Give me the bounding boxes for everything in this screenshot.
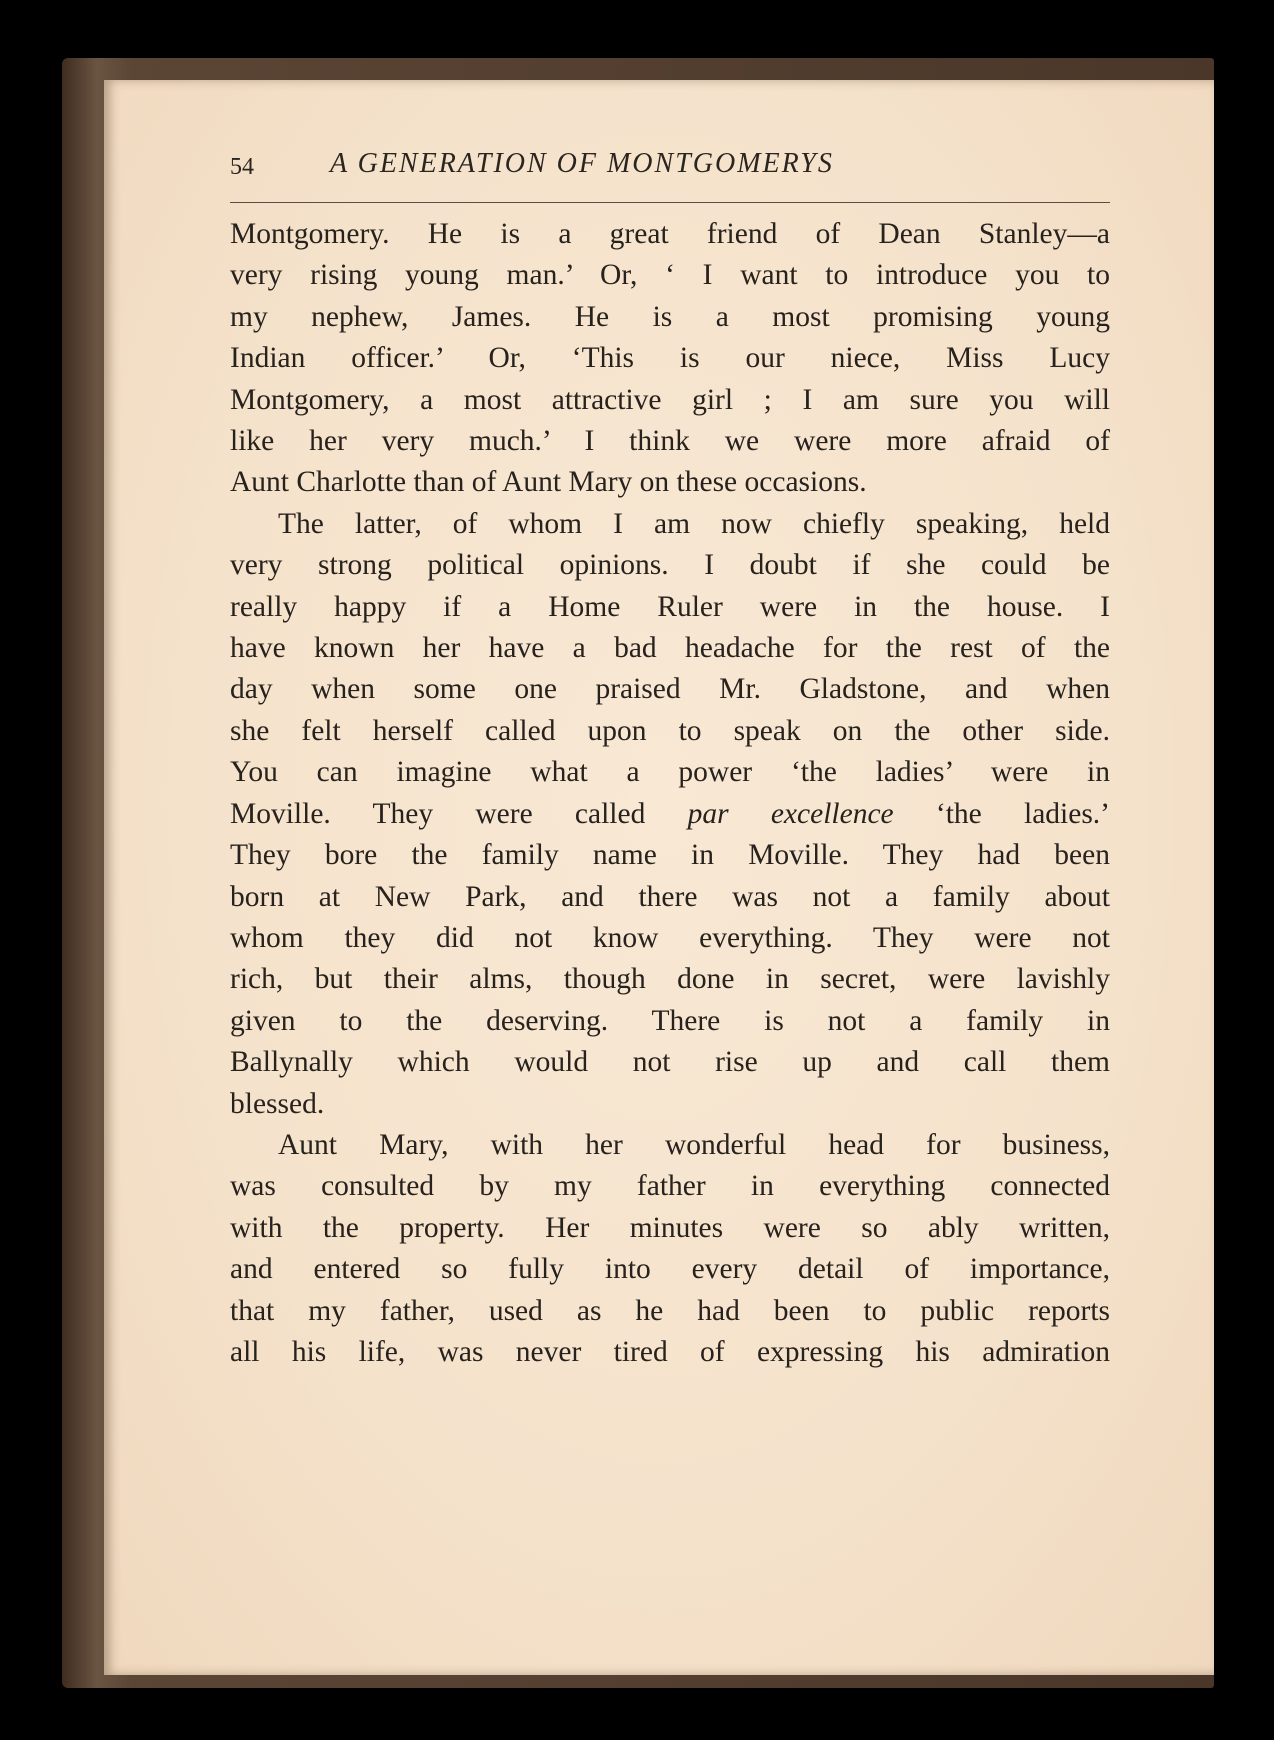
text-line: You can imagine what a power ‘the ladies’ were in (230, 756, 1110, 789)
text-line: my nephew, James. He is a most promising young (230, 300, 1110, 333)
text-line: with the property. Her minutes were so ably written, (230, 1211, 1110, 1244)
page-number: 54 (230, 154, 254, 180)
paragraph-2 (230, 504, 1110, 1125)
text-line: Aunt Mary, with her wonderful head for business, (278, 1128, 1110, 1161)
text-line: given to the deserving. There is not a family in (230, 1004, 1110, 1037)
text-line: born at New Park, and there was not a family about (230, 880, 1110, 913)
body-text (230, 214, 1110, 1373)
text-line: whom they did not know everything. They were not (230, 921, 1110, 954)
text-line: Montgomery. He is a great friend of Dean Stanley—a (230, 218, 1110, 250)
text-line: and entered so fully into every detail of importance, (230, 1253, 1110, 1286)
italic-phrase: par excellence (687, 797, 894, 830)
text-line-with-italic (230, 794, 1110, 835)
text-line: that my father, used as he had been to public reports (230, 1294, 1110, 1327)
text-line: The latter, of whom I am now chiefly speaking, held (278, 507, 1110, 540)
italic-line-after: ‘the ladies.’ (935, 797, 1111, 830)
text-line: was consulted by my father in everything connected (230, 1170, 1110, 1203)
text-line: have known her have a bad headache for the rest of the (230, 632, 1110, 665)
paragraph-3 (230, 1125, 1110, 1373)
text-line: They bore the family name in Moville. They had been (230, 839, 1110, 872)
text-line: Aunt Charlotte than of Aunt Mary on these occasions. (230, 466, 867, 499)
text-line: Montgomery, a most attractive girl ; I am sure you will (230, 383, 1110, 416)
header-rule (230, 202, 1110, 203)
text-line: very rising young man.’ Or, ‘ I want to introduce you to (230, 259, 1110, 292)
text-line: rich, but their alms, though done in secret, were lavishly (230, 963, 1110, 996)
italic-line-before: Moville. They were called (230, 797, 646, 830)
text-line: all his life, was never tired of expressing his admiration (230, 1335, 1110, 1368)
page-header (230, 148, 1110, 188)
text-line: blessed. (230, 1087, 325, 1120)
text-line: like her very much.’ I think we were more afraid of (230, 425, 1110, 458)
text-line: she felt herself called upon to speak on the other side. (230, 714, 1110, 747)
paragraph-1 (230, 214, 1110, 504)
text-line: really happy if a Home Ruler were in the house. I (230, 590, 1110, 623)
text-line: Ballynally which would not rise up and call them (230, 1046, 1110, 1079)
text-line: very strong political opinions. I doubt if she could be (230, 549, 1110, 582)
text-line: Indian officer.’ Or, ‘This is our niece, Miss Lucy (230, 342, 1110, 375)
running-title: A GENERATION OF MONTGOMERYS (330, 148, 834, 179)
text-line: day when some one praised Mr. Gladstone, and when (230, 673, 1110, 706)
